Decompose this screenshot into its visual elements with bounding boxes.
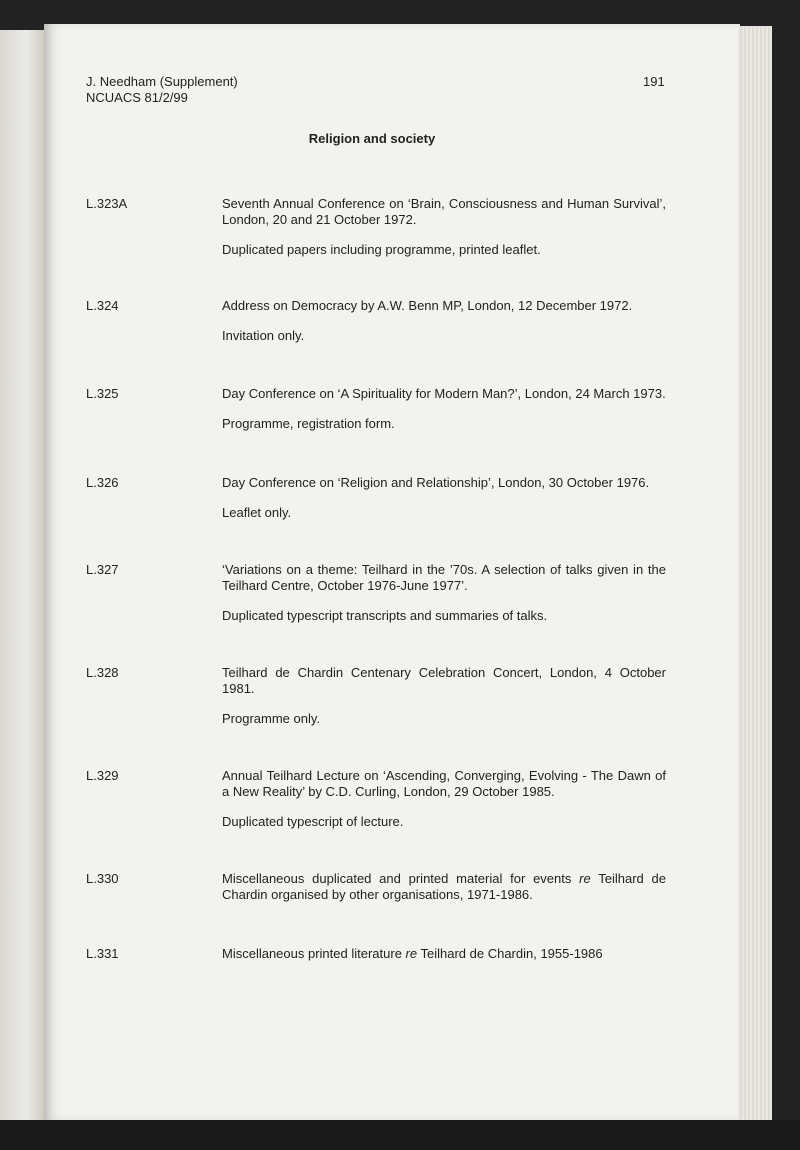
entry-reference: L.328	[86, 665, 119, 680]
entry-note: Duplicated typescript of lecture.	[222, 814, 404, 829]
entry-reference: L.329	[86, 768, 119, 783]
entry-description: Seventh Annual Conference on ‘Brain, Consciousness and Human Survival’, London, 20 and 21 October 1972.	[222, 196, 666, 227]
adjacent-page-edge	[0, 30, 44, 1150]
entry-reference: L.331	[86, 946, 119, 961]
entry-reference: L.330	[86, 871, 119, 886]
document-header	[86, 74, 238, 106]
entry-reference: L.324	[86, 298, 119, 313]
entry-reference: L.325	[86, 386, 119, 401]
entry-note: Programme only.	[222, 711, 321, 726]
entry-description: Day Conference on ‘A Spirituality for Modern Man?’, London, 24 March 1973.	[222, 386, 666, 401]
entry-description: Day Conference on ‘Religion and Relationship’, London, 30 October 1976.	[222, 475, 650, 490]
entry-description: Address on Democracy by A.W. Benn MP, London, 12 December 1972.	[222, 298, 633, 313]
entry-reference: L.326	[86, 475, 119, 490]
entry-note: Duplicated typescript transcripts and summaries of talks.	[222, 608, 548, 623]
page-number: 191	[643, 74, 665, 89]
entry-description: Miscellaneous duplicated and printed material for events re Teilhard de Chardin organised by other organisations, 1971-1986.	[222, 871, 666, 902]
scan-background	[0, 1120, 800, 1150]
page-stack-edge	[738, 26, 772, 1120]
entry-note: Duplicated papers including programme, printed leaflet.	[222, 242, 541, 257]
section-title: Religion and society	[308, 131, 436, 146]
entry-reference: L.327	[86, 562, 119, 577]
header-title: J. Needham (Supplement)	[86, 74, 238, 89]
header-reference: NCUACS 81/2/99	[86, 90, 188, 105]
entry-reference: L.323A	[86, 196, 128, 211]
entry-note: Programme, registration form.	[222, 416, 395, 431]
entry-note: Invitation only.	[222, 328, 305, 343]
entry-note: Leaflet only.	[222, 505, 292, 520]
entry-description: Teilhard de Chardin Centenary Celebration Concert, London, 4 October 1981.	[222, 665, 666, 696]
entry-description: Miscellaneous printed literature re Teilhard de Chardin, 1955-1986	[222, 946, 603, 961]
entry-description: Annual Teilhard Lecture on ‘Ascending, Converging, Evolving - The Dawn of a New Reality’ by C.D. Curling, London, 29 October 1985.	[222, 768, 666, 799]
entry-description: ‘Variations on a theme: Teilhard in the ’70s. A selection of talks given in the Teilhard Centre, October 1976-June 1977’.	[222, 562, 666, 593]
